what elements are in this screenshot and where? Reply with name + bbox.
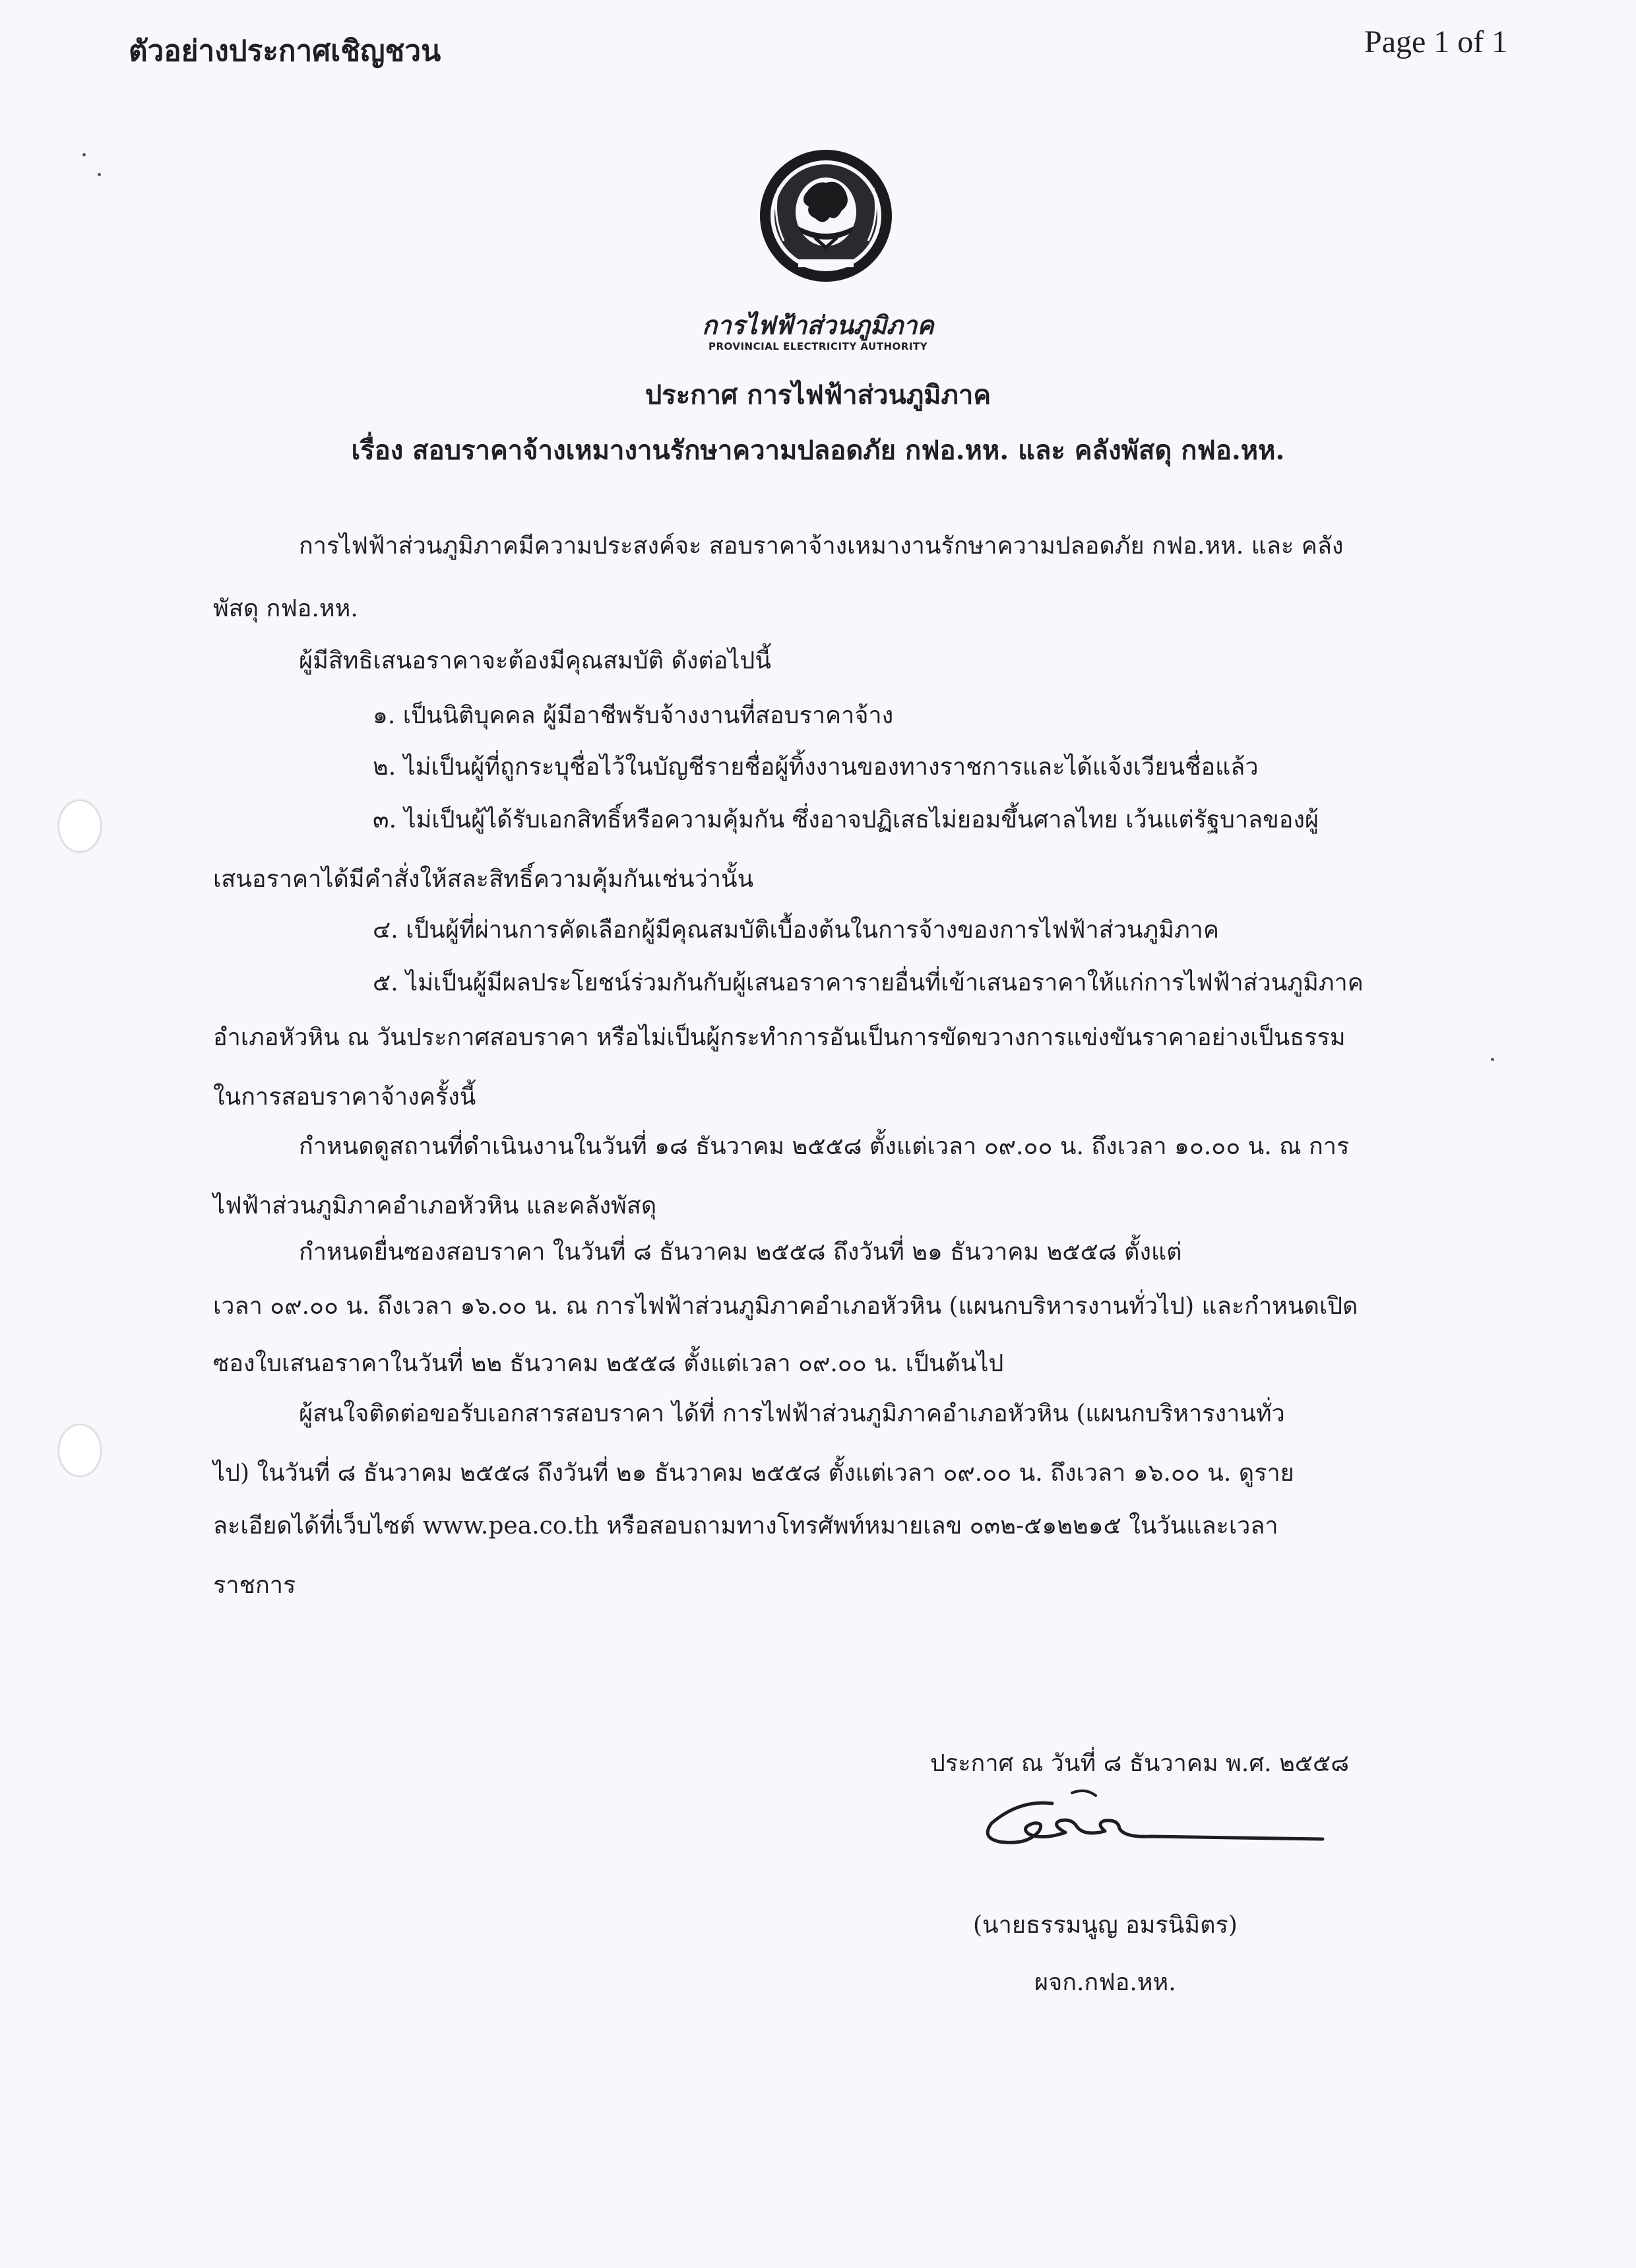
body-line: ราชการ [213,1572,296,1599]
page-number: Page 1 of 1 [1364,24,1508,59]
contact-info: ผู้สนใจติดต่อขอรับเอกสารสอบราคา ได้ที่ การไฟฟ้าส่วนภูมิภาคอำเภอหัวหิน (แผนกบริหารงานทั่ว [299,1400,1285,1427]
qualification-item-4: ๔. เป็นผู้ที่ผ่านการคัดเลือกผู้มีคุณสมบัติเบื้องต้นในการจ้างของการไฟฟ้าส่วนภูมิภาค [373,917,1219,944]
body-line: ผู้มีสิทธิเสนอราคาจะต้องมีคุณสมบัติ ดังต่อไปนี้ [299,647,771,674]
body-line: เสนอราคาได้มีคำสั่งให้สละสิทธิ์ความคุ้มกันเช่นว่านั้น [213,866,754,893]
scan-speck [1491,1058,1494,1061]
site-visit-schedule: กำหนดดูสถานที่ดำเนินงานในวันที่ ๑๘ ธันวาคม ๒๕๕๘ ตั้งแต่เวลา ๐๙.๐๐ น. ถึงเวลา ๑๐.๐๐ น. ณ การ [299,1133,1350,1160]
announcement-subject: เรื่อง สอบราคาจ้างเหมางานรักษาความปลอดภัย กฟอ.หห. และ คลังพัสดุ กฟอ.หห. [351,435,1285,466]
pea-emblem-icon [752,148,900,284]
punch-hole-top [58,800,102,853]
body-line: ไฟฟ้าส่วนภูมิภาคอำเภอหัวหิน และคลังพัสดุ [213,1192,657,1219]
handwritten-signature [973,1785,1342,1858]
signer-position: ผจก.กฟอ.หห. [1034,1969,1176,1996]
body-line: ไป) ในวันที่ ๘ ธันวาคม ๒๕๕๘ ถึงวันที่ ๒๑ ธันวาคม ๒๕๕๘ ตั้งแต่เวลา ๐๙.๐๐ น. ถึงเวลา ๑๖.๐๐ น. ดูราย [213,1460,1294,1487]
body-line: ในการสอบราคาจ้างครั้งนี้ [213,1084,476,1111]
organization-name-english: PROVINCIAL ELECTRICITY AUTHORITY [708,340,928,352]
signer-name: (นายธรรมนูญ อมรนิมิตร) [973,1912,1238,1939]
bid-submission-schedule: กำหนดยื่นซองสอบราคา ในวันที่ ๘ ธันวาคม ๒๕๕๘ ถึงวันที่ ๒๑ ธันวาคม ๒๕๕๘ ตั้งแต่ [299,1239,1182,1266]
announcement-date: ประกาศ ณ วันที่ ๘ ธันวาคม พ.ศ. ๒๕๕๘ [930,1750,1350,1777]
qualification-item-1: ๑. เป็นนิติบุคคล ผู้มีอาชีพรับจ้างงานที่สอบราคาจ้าง [373,702,894,729]
body-line: การไฟฟ้าส่วนภูมิภาคมีความประสงค์จะ สอบราคาจ้างเหมางานรักษาความปลอดภัย กฟอ.หห. และ คลัง [299,533,1344,560]
qualification-item-3: ๓. ไม่เป็นผู้ได้รับเอกสิทธิ์หรือความคุ้มกัน ซึ่งอาจปฏิเสธไม่ยอมขึ้นศาลไทย เว้นแต่รัฐบาลของผู้ [373,806,1319,833]
scan-speck [82,153,86,156]
qualification-item-5: ๕. ไม่เป็นผู้มีผลประโยชน์ร่วมกันกับผู้เสนอราคารายอื่นที่เข้าเสนอราคาให้แก่การไฟฟ้าส่วนภูมิภาค [373,969,1364,996]
body-line: พัสดุ กฟอ.หห. [213,595,358,622]
document-header-label: ตัวอย่างประกาศเชิญชวน [129,34,441,68]
body-line: อำเภอหัวหิน ณ วันประกาศสอบราคา หรือไม่เป็นผู้กระทำการอันเป็นการขัดขวางการแข่งขันราคาอย่างเป็นธรรม [213,1024,1346,1051]
scan-speck [98,173,101,176]
organization-name-thai: การไฟฟ้าส่วนภูมิภาค [702,311,934,340]
body-line: ซองใบเสนอราคาในวันที่ ๒๒ ธันวาคม ๒๕๕๘ ตั้งแต่เวลา ๐๙.๐๐ น. เป็นต้นไป [213,1350,1004,1377]
qualification-item-2: ๒. ไม่เป็นผู้ที่ถูกระบุชื่อไว้ในบัญชีรายชื่อผู้ทิ้งงานของทางราชการและได้แจ้งเวียนชื่อแล้ว [373,754,1259,781]
punch-hole-bottom [58,1424,102,1477]
announcement-title: ประกาศ การไฟฟ้าส่วนภูมิภาค [645,379,991,410]
body-line: ละเอียดได้ที่เว็บไซต์ www.pea.co.th หรือสอบถามทางโทรศัพท์หมายเลข ๐๓๒-๕๑๒๒๑๕ ในวันและเวลา [213,1512,1278,1539]
body-line: เวลา ๐๙.๐๐ น. ถึงเวลา ๑๖.๐๐ น. ณ การไฟฟ้าส่วนภูมิภาคอำเภอหัวหิน (แผนกบริหารงานทั่วไป) และกำหนดเปิด [213,1293,1358,1320]
